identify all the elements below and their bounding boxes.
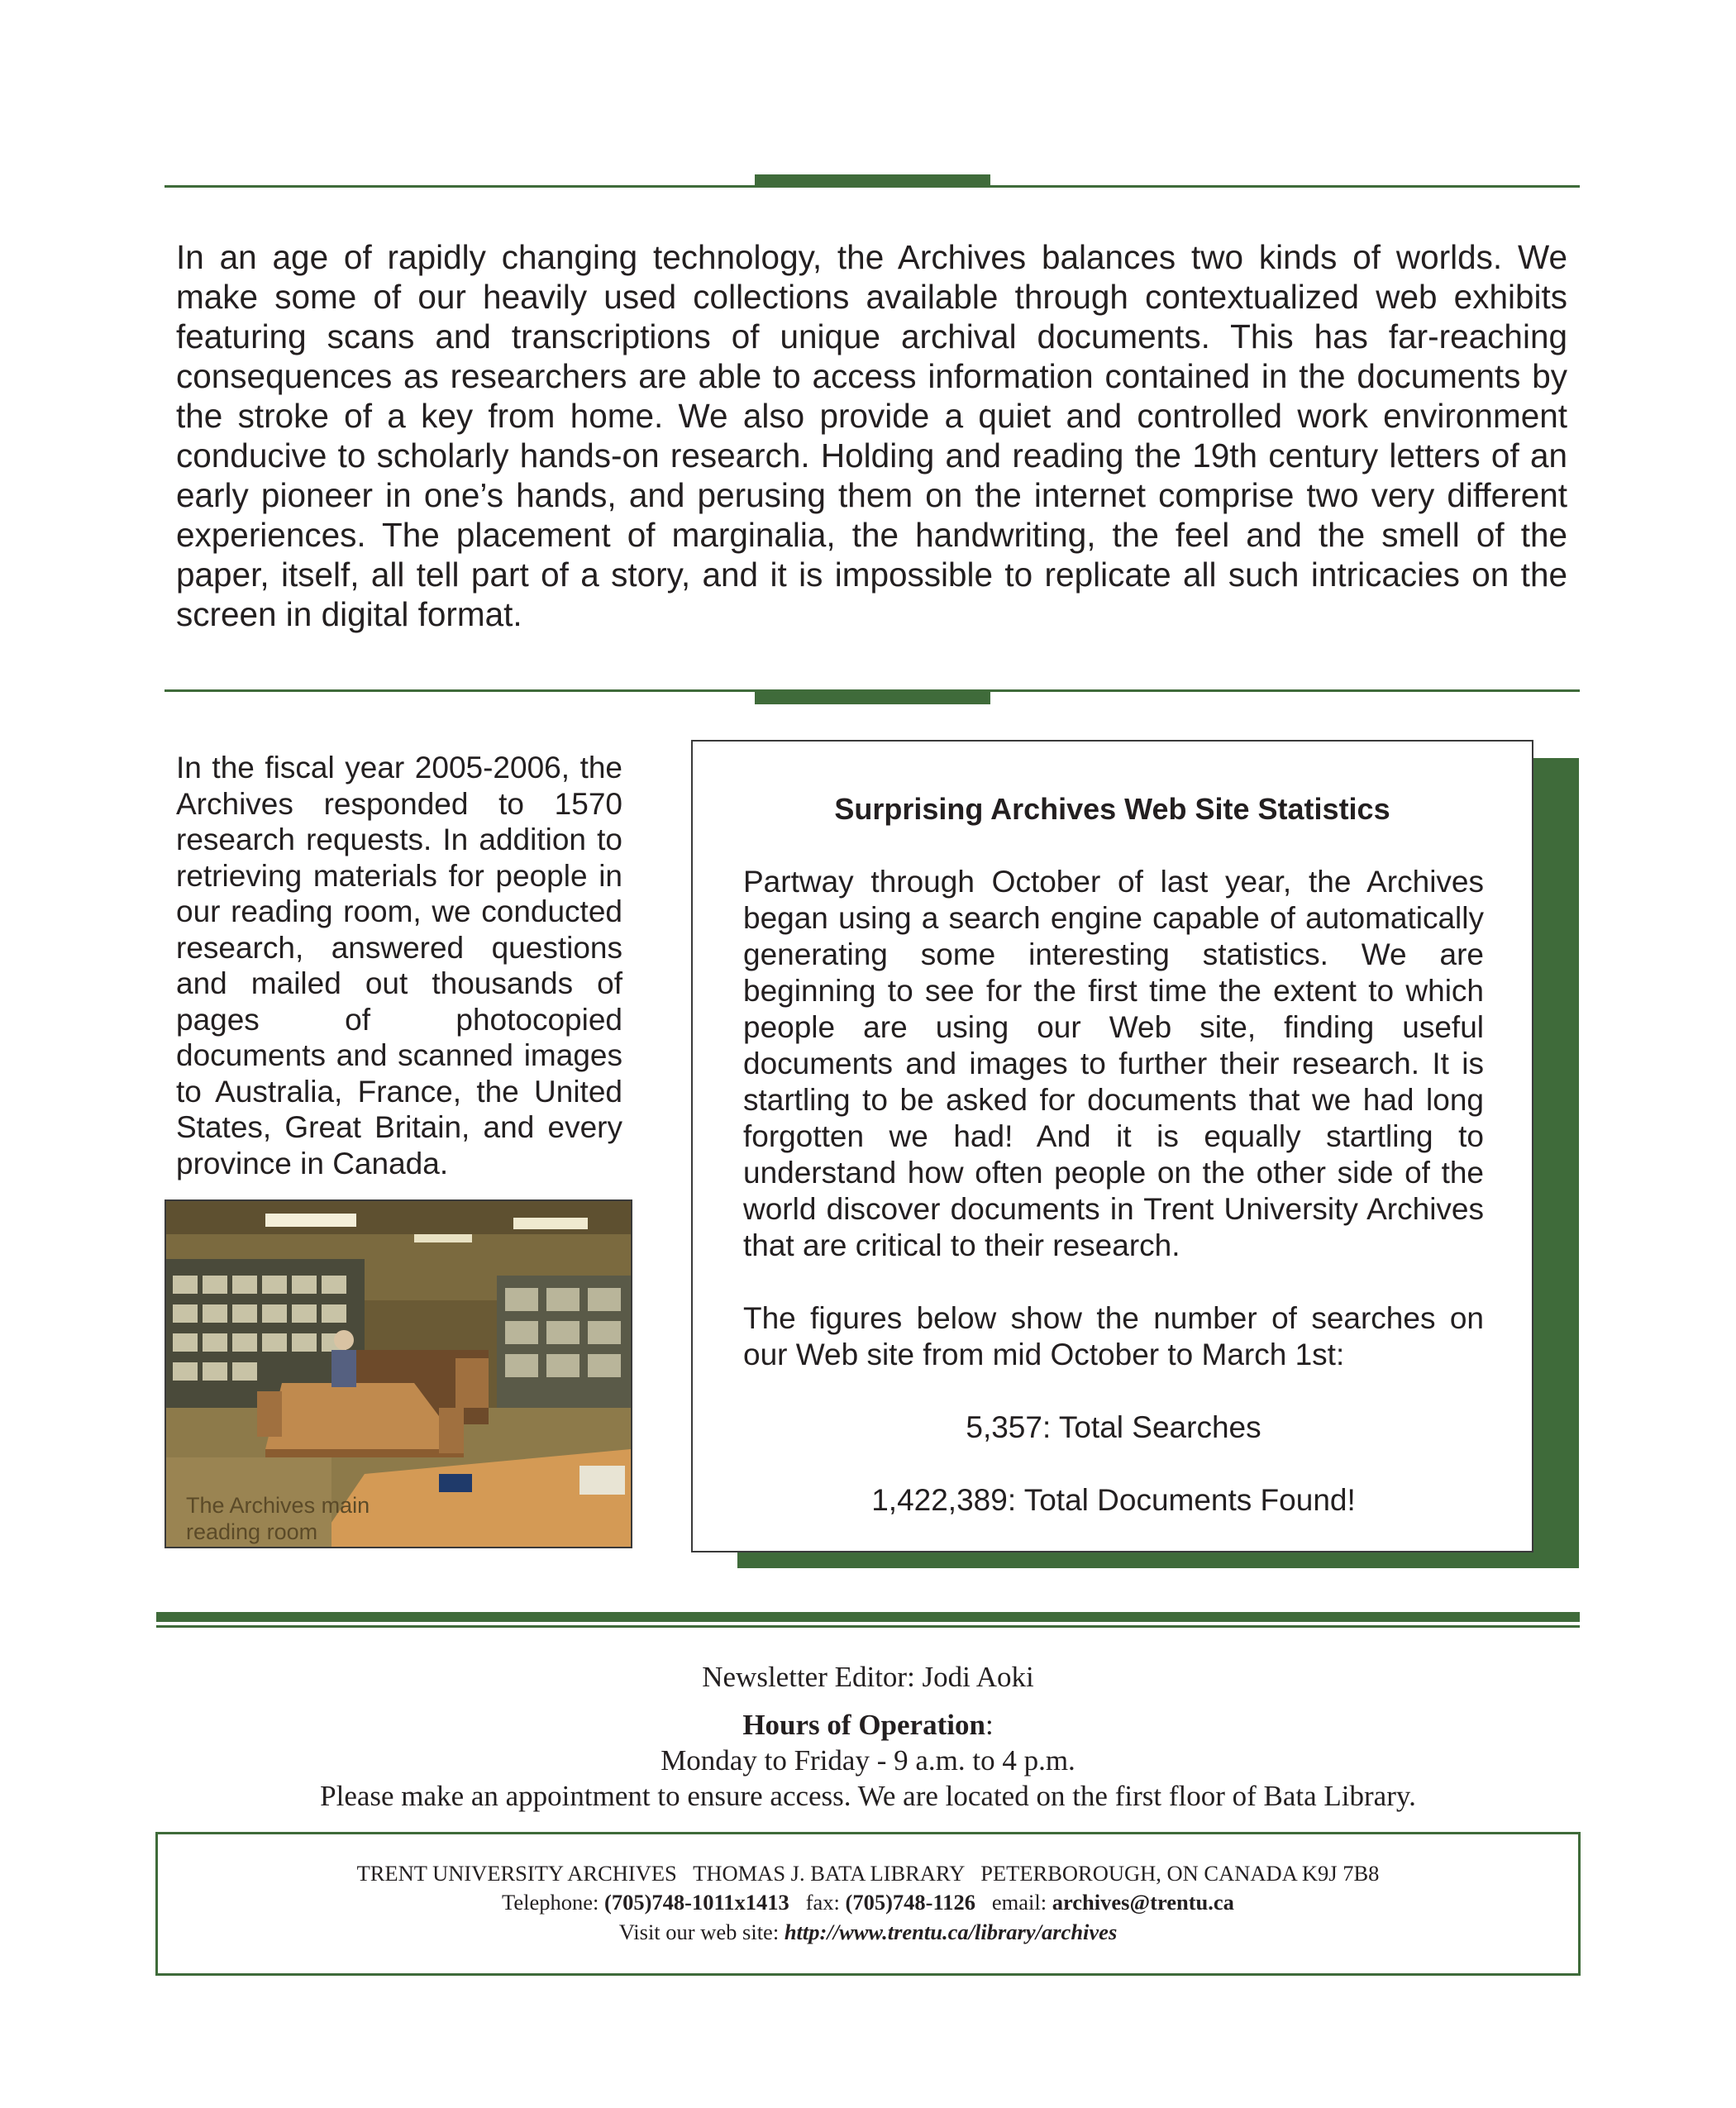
website-label: Visit our web site:: [618, 1920, 785, 1944]
photo-caption-line1: The Archives main: [186, 1493, 370, 1518]
footer-rule-thin: [156, 1625, 1580, 1628]
intro-paragraph-block: [176, 237, 1567, 634]
photo-caption: [186, 1492, 434, 1545]
contact-phone-line: [158, 1889, 1578, 1915]
website-link[interactable]: http://www.trentu.ca/library/archives: [784, 1920, 1118, 1944]
contact-website-line: [158, 1919, 1578, 1945]
hours-label: Hours of Operation: [742, 1709, 985, 1741]
stats-box-title: Surprising Archives Web Site Statistics: [834, 792, 1390, 826]
contact-address: TRENT UNIVERSITY ARCHIVES THOMAS J. BATA LIBRARY PETERBOROUGH, ON CANADA K9J 7B8: [356, 1861, 1380, 1886]
email-label: email:: [975, 1890, 1052, 1915]
photo-caption-line2: reading room: [186, 1519, 318, 1544]
fax-label: fax:: [789, 1890, 846, 1915]
telephone-label: Telephone:: [502, 1890, 605, 1915]
stats-box-body: [743, 864, 1484, 1519]
reading-room-photo: [165, 1199, 632, 1548]
fiscal-year-paragraph: In the fiscal year 2005-2006, the Archives responded to 1570 research requests. In addition to retrieving materials for people in our reading room, we conducted research, answered questions and mailed out thousands of pages of photocopied documents and scanned images to Australia, France, the United States, Great Britain, and every province in Canada.: [176, 751, 622, 1180]
telephone-number[interactable]: (705)748-1011x1413: [604, 1890, 789, 1915]
appointment-note: Please make an appointment to ensure access. We are located on the first floor of Bata Library.: [320, 1780, 1416, 1812]
fiscal-year-column: [176, 750, 622, 1181]
middle-divider-tab: [755, 691, 990, 704]
stats-box: [691, 740, 1533, 1552]
stats-paragraph-1: Partway through October of last year, the Archives began using a search engine capable of automatically generating some interesting statistics. We are beginning to see for the first time the extent to which people are using our Web site, finding useful documents and images to further their research. It is startling to be asked for documents that we had long forgotten we had! And it is equally startling to understand how often people on the other side of the world discover documents in Trent University Archives that are critical to their research.: [743, 865, 1484, 1262]
stat-total-documents: 1,422,389: Total Documents Found!: [871, 1483, 1356, 1517]
fax-number: (705)748-1126: [845, 1890, 976, 1915]
stat-total-searches: 5,357: Total Searches: [966, 1410, 1261, 1444]
newsletter-editor: Newsletter Editor: Jodi Aoki: [702, 1661, 1034, 1693]
hours-colon: :: [985, 1709, 994, 1741]
top-divider-tab: [755, 174, 990, 188]
hours-heading: [156, 1708, 1580, 1743]
email-link[interactable]: archives@trentu.ca: [1052, 1890, 1234, 1915]
stats-paragraph-2: The figures below show the number of searches on our Web site from mid October to March 1st:: [743, 1301, 1484, 1371]
intro-paragraph: In an age of rapidly changing technology, the Archives balances two kinds of worlds. We make some of our heavily used collections available through contextualized web exhibits featuring scans and transcriptions of unique archival documents. This has far-reaching consequences as researchers are able to access information contained in the documents by the stroke of a key from home. We also provide a quiet and controlled work environment conducive to scholarly hands-on research. Holding and reading the 19th century letters of an early pioneer in one’s hands, and perusing them on the internet comprise two very different experiences. The placement of marginalia, the handwriting, the feel and the smell of the paper, itself, all tell part of a story, and it is impossible to replicate all such intricacies on the screen in digital format.: [176, 238, 1567, 633]
contact-box: [155, 1832, 1581, 1976]
hours-days: Monday to Friday - 9 a.m. to 4 p.m.: [661, 1744, 1075, 1777]
footer-rule-thick: [156, 1612, 1580, 1622]
